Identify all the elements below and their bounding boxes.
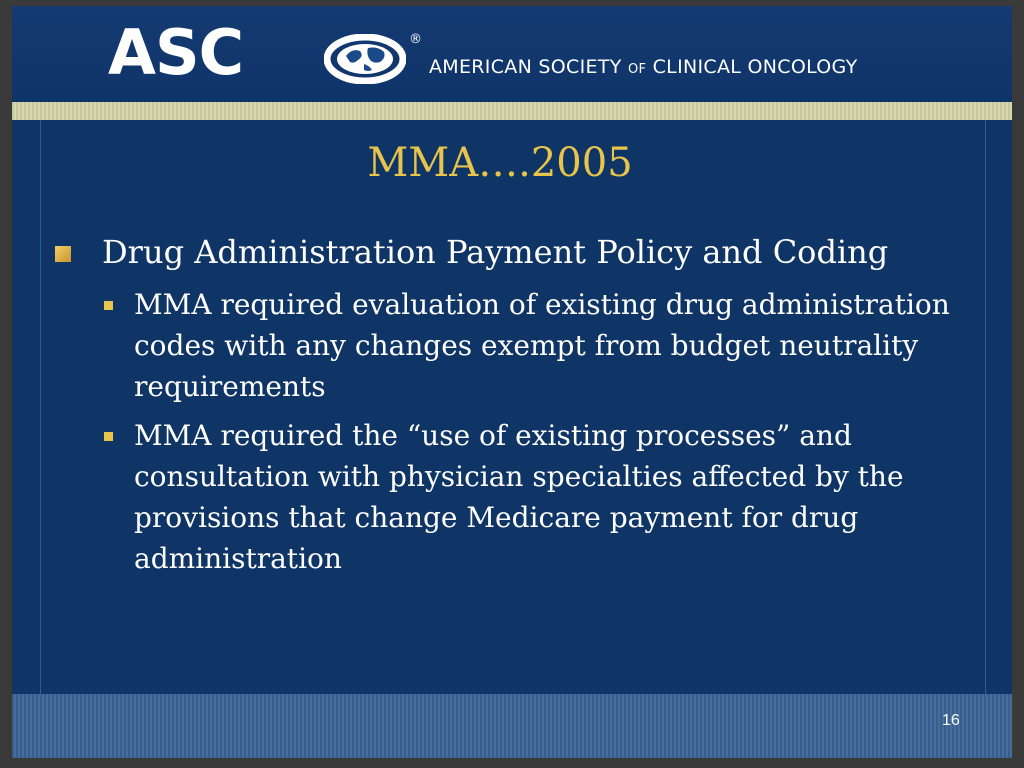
- asco-logo-text: ASC: [108, 16, 244, 89]
- sub-bullet-1: MMA required evaluation of existing drug administration codes with any changes exempt from budget neutrality requirements: [134, 288, 950, 403]
- org-name-part2: CLINICAL ONCOLOGY: [646, 56, 858, 78]
- registered-mark: ®: [409, 32, 422, 47]
- org-name-of: OF: [627, 62, 647, 77]
- organization-name: [429, 56, 858, 78]
- bullet-item: [58, 230, 978, 274]
- sub-bullet-icon: [104, 432, 113, 441]
- page-number: 16: [942, 712, 960, 729]
- header-banner: [12, 6, 1012, 102]
- sub-bullet-2: MMA required the “use of existing processes” and consultation with physician specialties affected by the provisions that change Medicare payment for drug administration: [134, 419, 904, 575]
- header-divider-stripe: [12, 102, 1012, 120]
- globe-icon: [324, 34, 406, 84]
- content-panel: [40, 120, 986, 694]
- org-name-part1: AMERICAN SOCIETY: [429, 56, 628, 78]
- sub-bullet-icon: [104, 301, 113, 310]
- bullet-text: Drug Administration Payment Policy and Coding: [102, 233, 889, 271]
- footer-stripe: [12, 694, 1012, 758]
- slide-title: MMA….2005: [367, 140, 633, 186]
